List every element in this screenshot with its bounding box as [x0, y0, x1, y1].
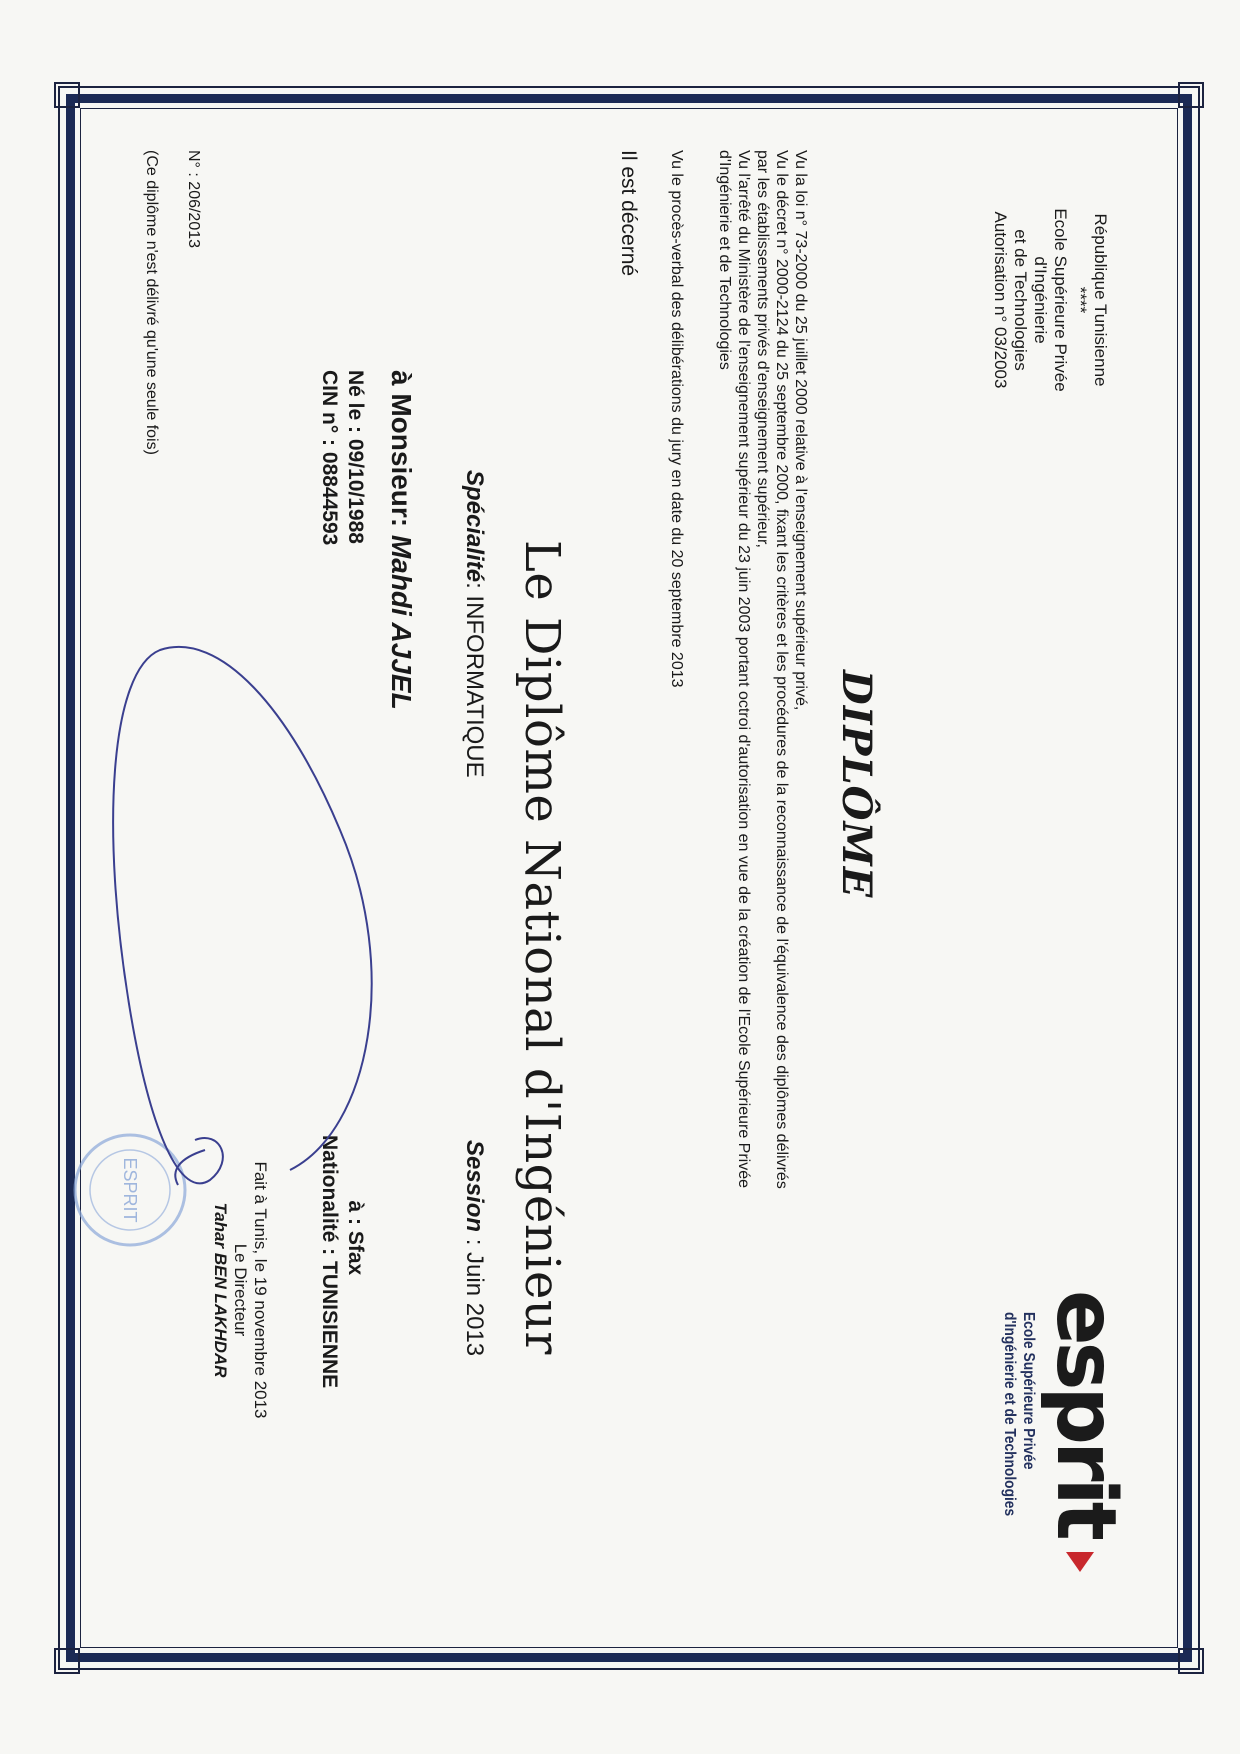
consideration-line: par les établissements privés d'enseignement supérieur,	[754, 150, 771, 548]
logo-triangle-icon	[1066, 1552, 1094, 1572]
document-title: DIPLÔME	[833, 670, 880, 899]
diploma-sheet	[50, 100, 1150, 1650]
birth-place-value: Sfax	[344, 1230, 367, 1276]
specialite	[460, 470, 488, 778]
diploma-name: Le Diplôme National d'Ingénieur	[514, 540, 570, 1355]
logo-wordmark: esprit	[1038, 1290, 1133, 1537]
logo-subtitle-line: d'Ingénierie et de Technologies	[1001, 1312, 1018, 1517]
consideration-line: Vu le décret n° 2000-2124 du 25 septembre 2000, fixant les critères et les procédures de la reconnaissance de l'équivalence des diplômes délivrés	[773, 150, 790, 1189]
esprit-logo	[980, 1290, 1133, 1610]
consideration-line: d'Ingénierie et de Technologies	[716, 150, 733, 370]
logo-subtitle-line: Ecole Supérieure Privée	[1020, 1312, 1037, 1470]
corner-ornament	[1178, 82, 1204, 108]
recipient-name: Mahdi AJJEL	[386, 534, 417, 710]
consideration-line: Vu l'arrêté du Ministère de l'enseignement supérieur du 23 juin 2003 portant octroi d'autorisation en vue de la création de l'Ecole Supérieure Privée	[735, 150, 752, 1189]
header-line: Ecole Supérieure Privée	[1051, 208, 1070, 392]
header-line: d'Ingénierie	[1031, 256, 1050, 344]
session-label: Session	[461, 1140, 488, 1233]
director-name: Tahar BEN LAKHDAR	[211, 1202, 230, 1378]
proces-verbal-line: Vu le procès-verbal des délibérations du jury en date du 20 septembre 2013	[668, 150, 685, 688]
diploma-number: N° : 206/2013	[185, 150, 202, 249]
session	[460, 1140, 488, 1356]
birth-date: Né le : 09/10/1988	[344, 370, 367, 544]
delivery-note: (Ce diplôme n'est délivré qu'une seule fois)	[143, 150, 160, 455]
nationality: Nationalité : TUNISIENNE	[318, 1135, 341, 1389]
republic-header	[990, 150, 1110, 450]
birth-place-label: à :	[344, 1200, 367, 1225]
logo-subtitle	[1000, 1312, 1038, 1516]
stamp-text: ESPRIT	[120, 1157, 140, 1223]
header-line: République Tunisienne	[1091, 213, 1110, 387]
decerne-line: Il est décerné	[617, 150, 640, 277]
header-line: Autorisation n° 03/2003	[991, 211, 1010, 389]
session-value: : Juin 2013	[461, 1232, 488, 1357]
consideration-line: Vu la loi n° 73-2000 du 25 juillet 2000 relative à l'enseignement supérieur privé,	[792, 150, 809, 711]
header-line: ****	[1071, 286, 1090, 314]
specialite-label: Spécialité	[461, 470, 488, 583]
director-role: Le Directeur	[231, 1243, 250, 1337]
place-date: Fait à Tunis, le 19 novembre 2013	[251, 1161, 270, 1419]
header-line: et de Technologies	[1011, 229, 1030, 371]
birth-info	[316, 370, 368, 545]
cin-number: CIN n° : 08844593	[318, 370, 341, 546]
legal-considerations	[715, 150, 810, 1189]
corner-ornament	[54, 1648, 80, 1674]
specialite-value: : INFORMATIQUE	[461, 582, 488, 778]
monsieur-label: à Monsieur:	[386, 370, 417, 535]
corner-ornament	[1178, 1648, 1204, 1674]
director-signature	[90, 610, 410, 1210]
